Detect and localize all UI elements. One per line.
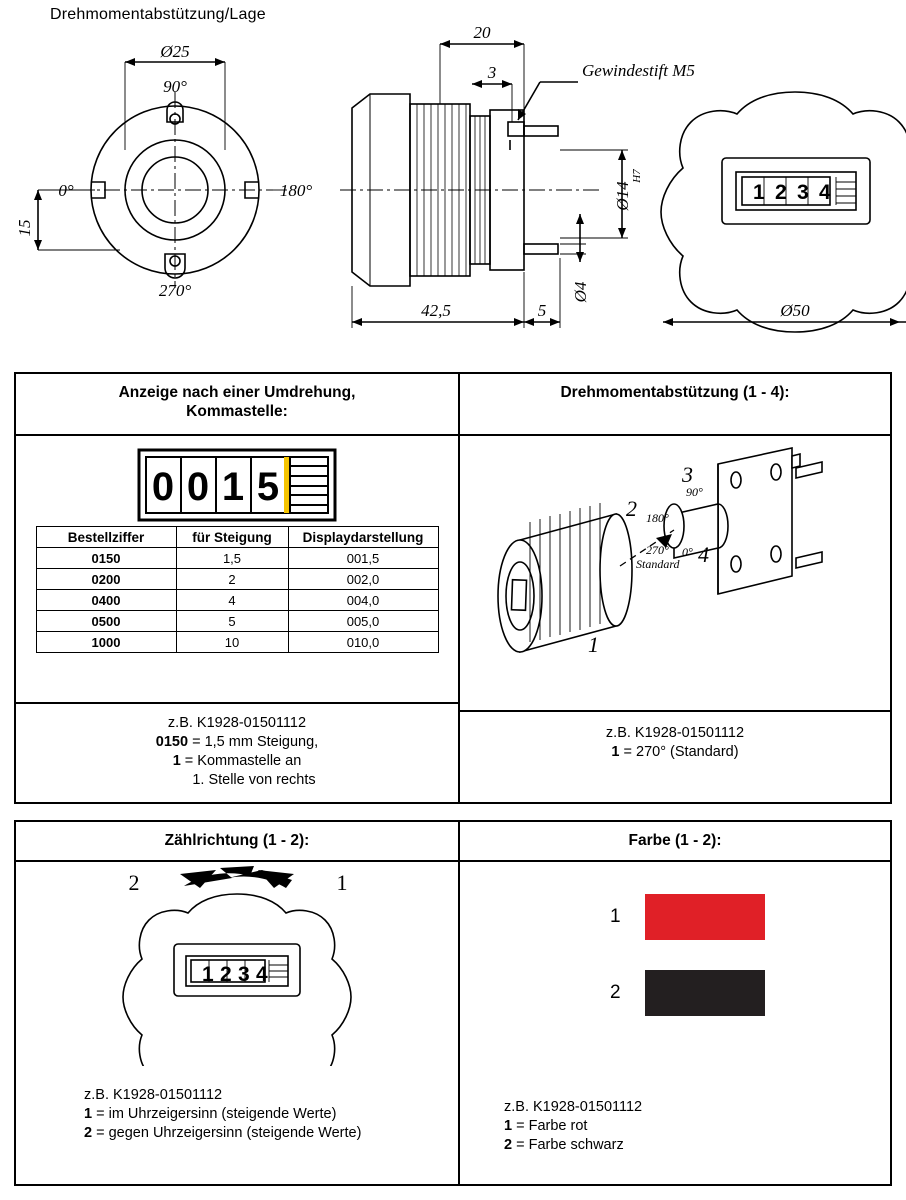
note-code-1: 1 [504,1118,513,1135]
note-example-code: z.B. K1928-01501112 [84,1087,223,1103]
zr-digit-3: 3 [238,963,250,986]
panel-farbe [460,822,890,1188]
note-line-2 [504,1117,890,1136]
table-row [36,632,438,653]
angle-180-label: 180° [279,181,313,200]
panel-anzeige-title-l2: Kommastelle: [186,403,288,421]
note-example-code: z.B. K1928-01501112 [504,1099,643,1115]
panel-drehmoment-note [460,724,890,762]
zr-digit-2: 2 [220,963,232,986]
color-row-red [610,894,765,940]
color-row-black [610,970,765,1016]
panel-anzeige [16,374,458,806]
dim-3-label: 3 [487,63,497,82]
panel-anzeige-title [16,374,458,422]
note-example-code: z.B. K1928-01501112 [167,715,307,731]
panel-drehmoment [460,374,890,806]
angle-90-label: 90° [163,77,187,96]
note-line-2 [84,1105,458,1124]
dim-20-label: 20 [473,23,491,42]
note-example-code: z.B. K1928-01501112 [605,725,745,741]
technical-drawings [0,0,906,360]
label-position-3: 3 [682,462,693,487]
label-position-1: 1 [588,632,599,657]
zr-digit-1: 1 [202,963,214,986]
order-table-header-row [36,527,438,548]
dim-d25-label: Ø25 [160,42,190,61]
panel-drehmoment-title: Drehmomentabstützung (1 - 4): [560,384,790,401]
note-line-3 [504,1136,890,1155]
dim-425-label: 42,5 [421,301,451,320]
counter-digit-3: 5 [256,465,280,509]
note-text-1: = im Uhrzeigersinn (steigende Werte) [92,1106,337,1123]
panel-farbe-header-divider [460,860,890,862]
label-position-3-deg: 90° [686,485,703,499]
dim-d14-tol: H7 [631,169,643,183]
note-code-0150: 0150 [155,734,189,751]
label-position-2-deg: 180° [646,511,669,525]
order-table [36,526,439,653]
knob-digit-2: 2 [775,181,787,204]
panel-farbe-note [460,1098,890,1155]
panel-zaehlrichtung-title: Zählrichtung (1 - 2): [164,832,310,849]
setscrew-label: Gewindestift M5 [582,61,695,80]
cell-bestellziffer: 1000 [36,632,176,653]
knob-digit-4: 4 [819,181,831,204]
cell-display: 002,0 [288,569,438,590]
note-text-1: = Kommastelle an [180,753,302,770]
note-line-3 [16,752,458,771]
note-code-2: 2 [504,1137,513,1154]
dim-d4-label: Ø4 [571,281,590,303]
label-position-2: 2 [626,496,637,521]
note-line-2 [460,743,890,762]
cell-steigung: 10 [176,632,288,653]
order-col-display: Displaydarstellung [288,527,438,548]
color-row-red-number: 1 [610,906,621,927]
note-text-1: = Farbe rot [512,1118,588,1135]
angle-270-label: 270° [158,281,192,300]
table-row [36,548,438,569]
cell-display: 005,0 [288,611,438,632]
cell-display: 004,0 [288,590,438,611]
panel-row-top [14,372,892,804]
note-code-1: 1 [84,1106,93,1123]
table-row [36,611,438,632]
panel-zaehlrichtung-note [16,1086,458,1143]
table-row [36,590,438,611]
counter-digit-2: 1 [221,465,245,509]
cell-steigung: 4 [176,590,288,611]
cell-steigung: 5 [176,611,288,632]
cell-display: 010,0 [288,632,438,653]
cell-bestellziffer: 0500 [36,611,176,632]
drawings-svg [0,0,906,360]
note-text-1: = 270° (Standard) [619,744,739,761]
cell-bestellziffer: 0400 [36,590,176,611]
label-position-4-deg: 0° [682,545,693,559]
note-code-1: 1 [611,744,620,761]
knob-digit-1: 1 [753,181,765,204]
panel-anzeige-header-divider [16,434,458,436]
zaehlrichtung-label-left: 2 [128,870,140,895]
label-position-4: 4 [698,542,709,567]
note-code-2: 2 [84,1125,93,1142]
note-line-3 [84,1124,458,1143]
panel-drehmoment-note-divider [460,710,890,712]
counter-digit-0: 0 [151,465,175,509]
note-text-2: = gegen Uhrzeigersinn (steigende Werte) [92,1125,362,1142]
note-text-0150: = 1,5 mm Steigung, [188,734,319,751]
color-swatch-black [645,970,765,1016]
note-line-4: 1. Stelle von rechts [192,772,316,789]
note-line-2 [16,733,458,752]
order-col-bestellziffer: Bestellziffer [36,527,176,548]
panel-anzeige-title-l1: Anzeige nach einer Umdrehung, [118,384,356,401]
cell-steigung: 2 [176,569,288,590]
order-table-wrap [16,526,458,653]
dim-15-label: 15 [15,219,34,237]
label-standard-deg: 270° [646,543,669,557]
panel-anzeige-note-divider [16,702,458,704]
dim-d50-label: Ø50 [780,301,810,320]
dim-5-label: 5 [537,301,547,320]
zaehlrichtung-illustration [16,866,458,1066]
table-row [36,569,438,590]
counter-display [16,446,458,524]
cell-bestellziffer: 0150 [36,548,176,569]
cell-bestellziffer: 0200 [36,569,176,590]
angle-0-label: 0° [58,181,74,200]
drawing-caption: Drehmomentabstützung/Lage [50,6,266,23]
dim-d14-label: Ø14 [613,181,632,211]
drehmoment-illustration [460,438,890,710]
panel-anzeige-note [16,714,458,791]
color-row-black-number: 2 [610,982,621,1003]
note-code-1: 1 [172,753,181,770]
panel-row-bottom [14,820,892,1186]
cell-steigung: 1,5 [176,548,288,569]
cell-display: 001,5 [288,548,438,569]
label-standard-text: Standard [636,557,680,571]
zr-digit-4: 4 [256,963,268,986]
panel-zaehlrichtung [16,822,458,1188]
knob-digit-3: 3 [797,181,809,204]
counter-digit-1: 0 [186,465,210,509]
zaehlrichtung-label-right: 1 [336,870,348,895]
note-text-2: = Farbe schwarz [512,1137,624,1154]
panel-farbe-title: Farbe (1 - 2): [628,832,722,849]
panel-drehmoment-header-divider [460,434,890,436]
counter-display-svg [137,448,337,522]
panel-zaehlrichtung-header-divider [16,860,458,862]
color-swatch-red [645,894,765,940]
order-col-steigung: für Steigung [176,527,288,548]
